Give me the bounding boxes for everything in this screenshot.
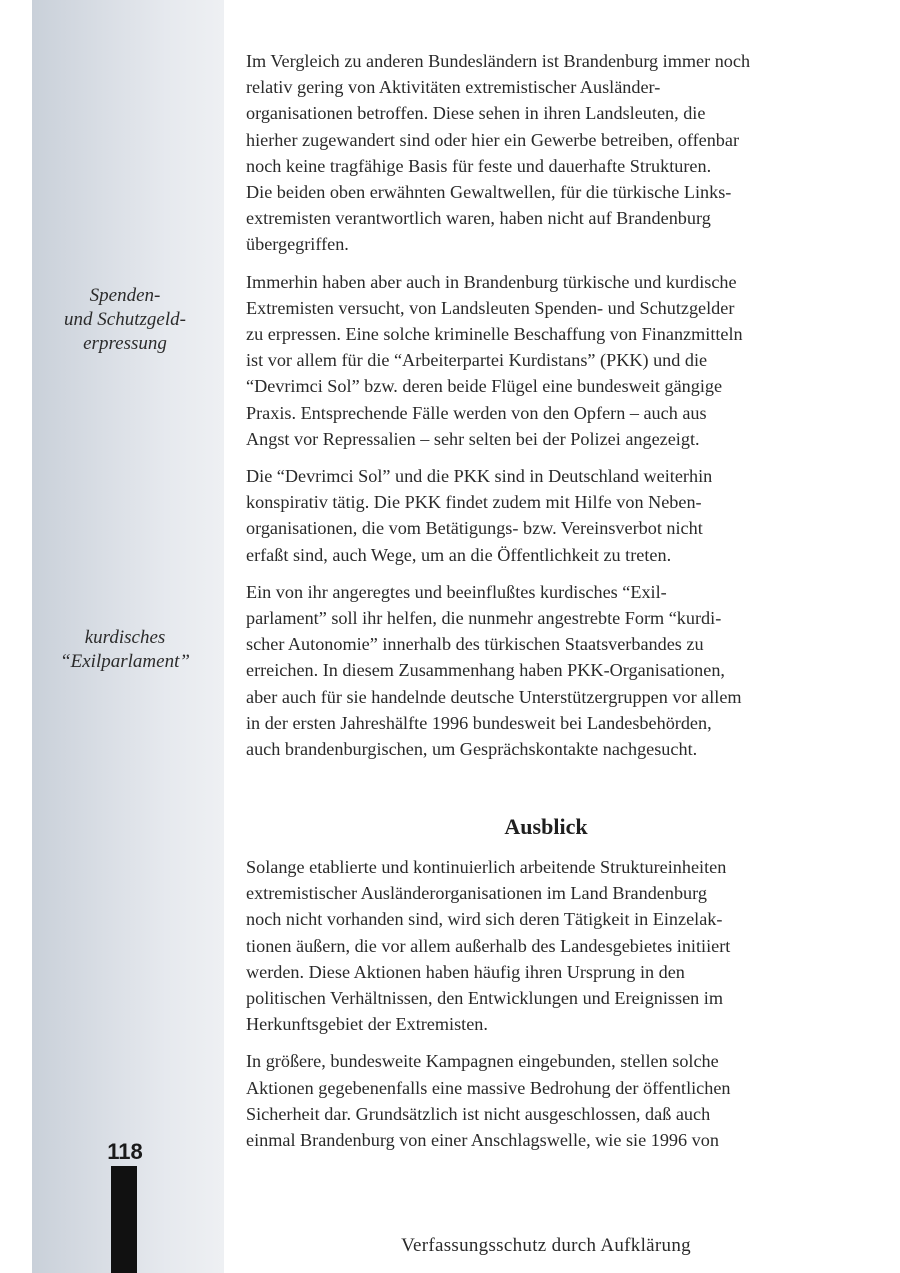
text-line: erreichen. In diesem Zusammenhang haben PKK-Organisationen, [246,660,725,681]
text-line: noch keine tragfähige Basis für feste und dauerhafte Strukturen. [246,155,712,176]
text-line: Die “Devrimci Sol” und die PKK sind in Deutschland weiterhin [246,466,713,487]
text-line: organisationen, die vom Betätigungs- bzw. Vereinsverbot nicht [246,518,703,539]
text-line: Herkunftsgebiet der Extremisten. [246,1014,488,1035]
page-footer: Verfassungsschutz durch Aufklärung [401,1235,691,1256]
text-line: einmal Brandenburg von einer Anschlagswelle, wie sie 1996 von [246,1130,719,1151]
text-line: politischen Verhältnissen, den Entwicklungen und Ereignissen im [246,988,724,1009]
paragraph [246,1048,846,1153]
text-line: konspirativ tätig. Die PKK findet zudem mit Hilfe von Neben- [246,492,702,513]
text-line: Im Vergleich zu anderen Bundesländern ist Brandenburg immer noch [246,51,751,71]
margin-note-line: erpressung [83,333,167,354]
paragraph [246,579,846,762]
margin-note-line: und Schutzgeld- [64,309,186,330]
body-text-top [246,48,846,773]
text-line: scher Autonomie” innerhalb des türkischen Staatsverbandes zu [246,634,704,655]
text-line: hierher zugewandert sind oder hier ein Gewerbe betreiben, offenbar [246,129,740,150]
text-line: in der ersten Jahreshälfte 1996 bundesweit bei Landesbehörden, [246,712,712,733]
text-line: tionen äußern, die vor allem außerhalb des Landesgebietes initiiert [246,935,731,956]
text-line: Immerhin haben aber auch in Brandenburg türkische und kurdische [246,271,737,292]
text-line: relativ gering von Aktivitäten extremistischer Ausländer- [246,77,661,98]
text-line: Ein von ihr angeregtes und beeinflußtes kurdisches “Exil- [246,581,667,602]
text-line: übergegriffen. [246,234,349,255]
text-line: zu erpressen. Eine solche kriminelle Beschaffung von Finanzmitteln [246,324,743,345]
text-line: Sicherheit dar. Grundsätzlich ist nicht ausgeschlossen, daß auch [246,1103,711,1124]
margin-note-spenden [30,284,220,356]
text-line: auch brandenburgischen, um Gesprächskontakte nachgesucht. [246,739,698,760]
page-left-edge [0,0,32,1273]
margin-note-line: kurdisches [84,627,166,648]
text-line: extremistischer Ausländerorganisationen im Land Brandenburg [246,883,707,904]
text-line: ist vor allem für die “Arbeiterpartei Kurdistans” (PKK) und die [246,350,708,371]
text-line: parlament” soll ihr helfen, die nunmehr angestrebte Form “kurdi- [246,608,722,629]
text-line: Praxis. Entsprechende Fälle werden von den Opfern – auch aus [246,402,707,423]
text-line: erfaßt sind, auch Wege, um an die Öffentlichkeit zu treten. [246,544,672,565]
page-number: 118 [107,1139,143,1164]
text-line: werden. Diese Aktionen haben häufig ihren Ursprung in den [246,961,685,982]
text-line: organisationen betroffen. Diese sehen in ihren Landsleuten, die [246,103,706,124]
page-number-bar [111,1166,137,1273]
margin-note-line: “Exilparlament” [60,651,190,672]
margin-note-line: Spenden- [89,285,161,306]
body-text-bottom [246,854,846,1164]
margin-note-exilparlament [30,626,220,674]
text-line: Aktionen gegebenenfalls eine massive Bedrohung der öffentlichen [246,1077,731,1098]
text-line: Extremisten versucht, von Landsleuten Spenden- und Schutzgelder [246,297,735,318]
paragraph [246,48,846,258]
paragraph [246,854,846,1037]
text-line: extremisten verantwortlich waren, haben nicht auf Brandenburg [246,208,711,229]
text-line: Die beiden oben erwähnten Gewaltwellen, für die türkische Links- [246,182,732,203]
text-line: Solange etablierte und kontinuierlich arbeitende Struktureinheiten [246,857,727,877]
text-line: Angst vor Repressalien – sehr selten bei der Polizei angezeigt. [246,428,700,449]
text-line: “Devrimci Sol” bzw. deren beide Flügel eine bundesweit gängige [246,376,723,397]
paragraph [246,463,846,568]
section-heading: Ausblick [504,814,588,839]
text-line: aber auch für sie handelnde deutsche Unterstützergruppen vor allem [246,686,742,707]
paragraph [246,269,846,452]
text-line: In größere, bundesweite Kampagnen eingebunden, stellen solche [246,1051,719,1072]
text-line: noch nicht vorhanden sind, wird sich deren Tätigkeit in Einzelak- [246,909,723,930]
